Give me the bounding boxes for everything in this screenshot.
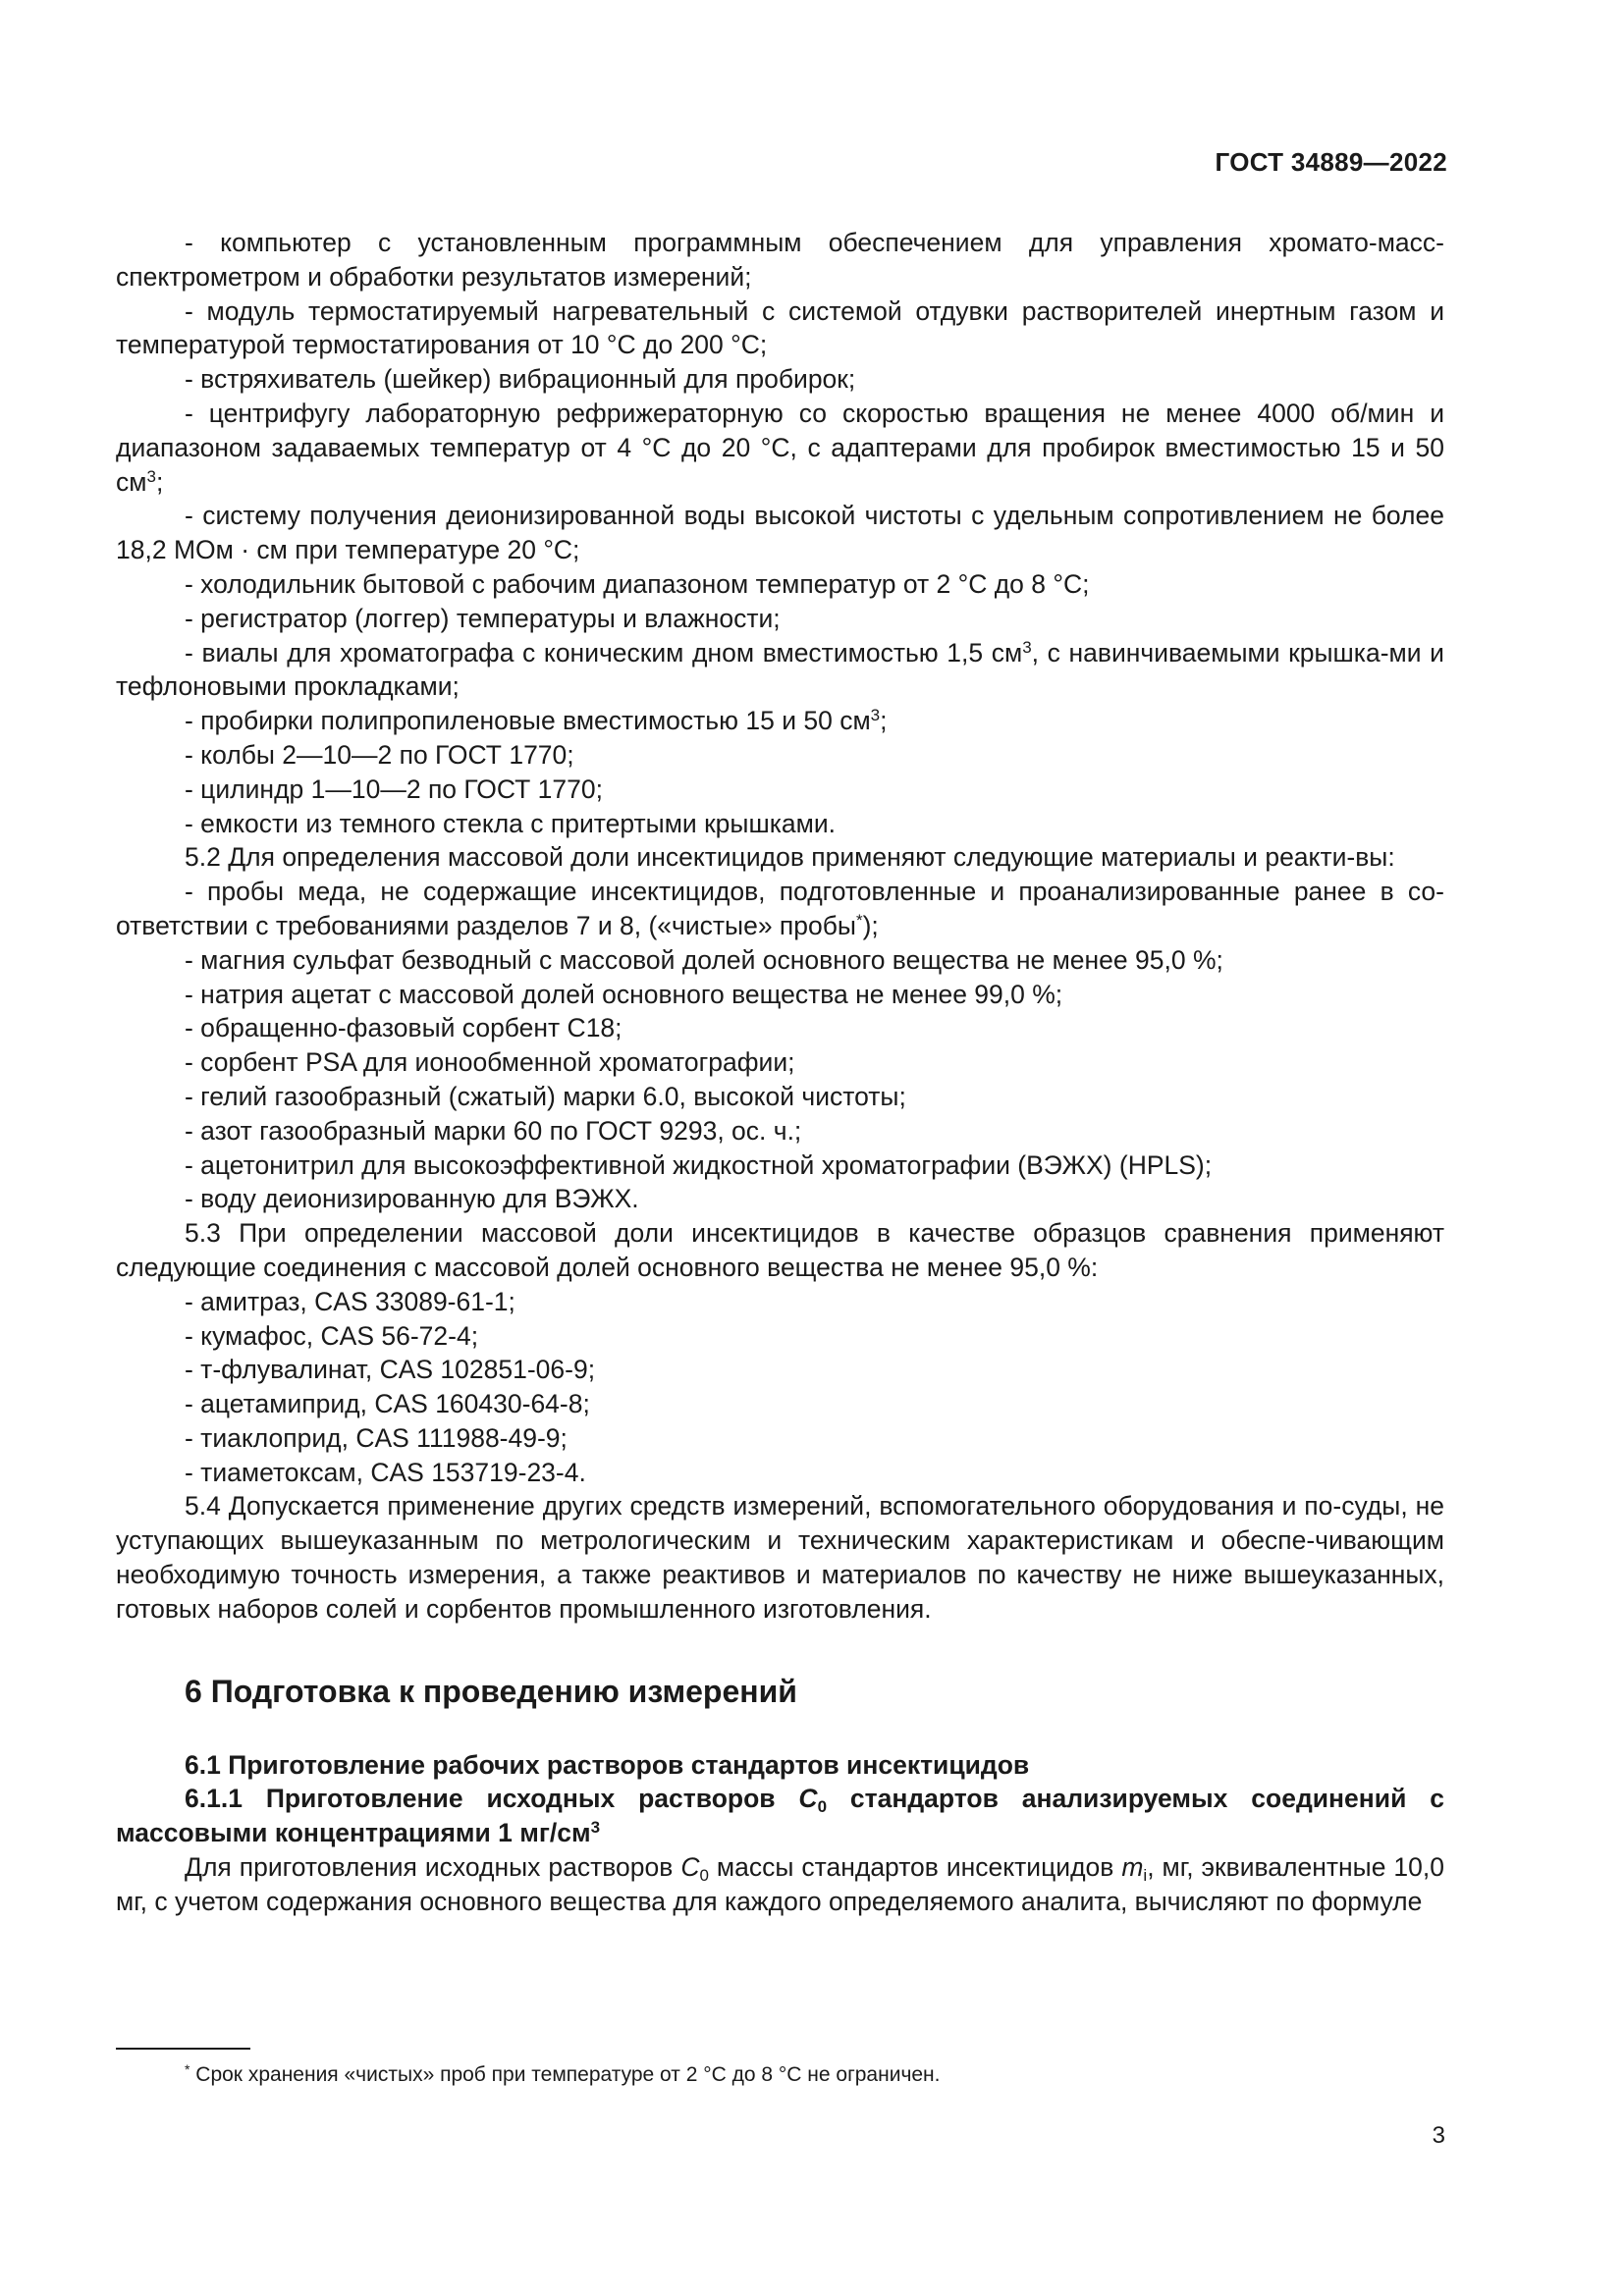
list-item: - обращенно-фазовый сорбент С18;: [185, 1013, 623, 1043]
list-item: - тиаметоксам, CAS 153719-23-4.: [185, 1457, 586, 1487]
list-item: [116, 704, 1444, 738]
list-item: - цилиндр 1—10—2 по ГОСТ 1770;: [185, 774, 603, 804]
symbol-m: m: [1121, 1852, 1144, 1883]
paragraph-5-4: 5.4 Допускается применение других средств измерений, вспомогательного оборудования и по-суды, не уступающих вышеуказанным по метрологическим и техническим характеристикам и обеспе-чивающим необходимую точность измерения, а также реактивов и материалов по качеству не ниже вышеуказанных, готовых наборов солей и сорбентов промышленного изготовления.: [116, 1491, 1444, 1624]
list-item: - воду деионизированную для ВЭЖХ.: [185, 1184, 639, 1214]
superscript: 3: [146, 466, 156, 486]
paragraph-6-1-1: [116, 1850, 1444, 1919]
list-item: - магния сульфат безводный с массовой долей основного вещества не менее 95,0 %;: [185, 944, 1223, 975]
footnote-divider: [116, 2048, 250, 2050]
subscript: 0: [699, 1866, 709, 1886]
footnote: [185, 2061, 941, 2089]
list-item: [116, 636, 1444, 705]
paragraph-text: Для приготовления исходных растворов: [185, 1852, 681, 1883]
list-item-end: , с навинчиваемыми крышка-ми и тефлоновыми прокладками;: [116, 637, 1444, 702]
list-item-end: ;: [155, 466, 164, 497]
paragraph-5-2: 5.2 Для определения массовой доли инсектицидов применяют следующие материалы и реакти-вы:: [185, 842, 1395, 873]
heading-text: стандартов анализируемых соединений с массовыми концентрациями 1 мг/см: [116, 1784, 1444, 1848]
list-item: - гелий газообразный (сжатый) марки 6.0, высокой чистоты;: [185, 1081, 906, 1111]
list-item: - емкости из темного стекла с притертыми крышками.: [185, 808, 837, 838]
footnote-mark: *: [855, 910, 863, 930]
list-item: - регистратор (логгер) температуры и влажности;: [185, 603, 781, 633]
list-item-end: );: [862, 910, 879, 940]
superscript: 3: [590, 1818, 601, 1838]
list-item: - азот газообразный марки 60 по ГОСТ 9293, ос. ч.;: [185, 1115, 802, 1146]
list-item: - кумафос, CAS 56-72-4;: [185, 1320, 479, 1351]
document-number-header: ГОСТ 34889—2022: [1215, 147, 1447, 177]
superscript: 3: [870, 706, 881, 725]
subsection-title: 6.1 Приготовление рабочих растворов стандартов инсектицидов: [185, 1749, 1030, 1780]
list-item-text: - виалы для хроматографа с коническим дном вместимостью 1,5 см: [185, 637, 1023, 667]
list-item: - систему получения деионизированной воды высокой чистоты с удельным сопротивлением не более 18,2 МОм · см при температуре 20 °С;: [116, 501, 1444, 565]
list-item: - ацетамиприд, CAS 160430-64-8;: [185, 1389, 590, 1419]
list-item: - сорбент PSA для ионообменной хроматографии;: [185, 1047, 795, 1078]
subsubsection-title: [116, 1782, 1444, 1850]
superscript: 3: [1022, 637, 1032, 657]
section-title: 6 Подготовка к проведению измерений: [185, 1673, 797, 1709]
page-number: 3: [1432, 2122, 1445, 2149]
list-item-text: - центрифугу лабораторную рефрижераторную со скоростью вращения не менее 4000 об/мин и диапазоном задаваемых температур от 4 °С до 20 °С, с адаптерами для пробирок вместимостью 15 и 50 см: [116, 398, 1444, 497]
list-item: - натрия ацетат с массовой долей основного вещества не менее 99,0 %;: [185, 979, 1063, 1009]
paragraph-text: массы стандартов инсектицидов: [708, 1852, 1122, 1883]
symbol-c: C: [798, 1784, 818, 1814]
list-item-text: - пробы меда, не содержащие инсектицидов, подготовленные и проанализированные ранее в со-ответствии с требованиями разделов 7 и 8, («чистые» пробы: [116, 877, 1444, 940]
subscript: i: [1143, 1866, 1148, 1886]
list-item: [116, 875, 1444, 943]
list-item: - холодильник бытовой с рабочим диапазоном температур от 2 °С до 8 °С;: [185, 568, 1090, 599]
list-item: - тиаклоприд, CAS 111988-49-9;: [185, 1422, 568, 1453]
list-item-text: - пробирки полипропиленовые вместимостью 15 и 50 см: [185, 706, 871, 736]
symbol-c: C: [680, 1852, 700, 1883]
list-item: - колбы 2—10—2 по ГОСТ 1770;: [185, 739, 574, 770]
list-item: - модуль термостатируемый нагревательный с системой отдувки растворителей инертным газом и температурой термостатирования от 10 °С до 200 °С;: [116, 295, 1444, 360]
footnote-text: Срок хранения «чистых» проб при температуре от 2 °С до 8 °С не ограничен.: [189, 2063, 941, 2086]
subscript: 0: [817, 1797, 828, 1817]
list-item: - встряхиватель (шейкер) вибрационный для пробирок;: [185, 364, 856, 395]
paragraph-5-3: 5.3 При определении массовой доли инсектицидов в качестве образцов сравнения применяют следующие соединения с массовой долей основного вещества не менее 95,0 %:: [116, 1218, 1444, 1282]
document-body: [116, 226, 1444, 1919]
list-item: - ацетонитрил для высокоэффективной жидкостной хроматографии (ВЭЖХ) (HPLS);: [185, 1149, 1213, 1180]
list-item: - т-флувалинат, CAS 102851-06-9;: [185, 1355, 596, 1385]
paragraph-text: , мг, эквивалентные 10,0 мг, с учетом содержания основного вещества для каждого определяемого аналита, вычисляют по формуле: [116, 1852, 1444, 1916]
list-item: - амитраз, CAS 33089-61-1;: [185, 1286, 515, 1316]
footnote-mark: *: [185, 2061, 190, 2077]
heading-text: 6.1.1 Приготовление исходных растворов: [185, 1784, 799, 1814]
list-item: - компьютер с установленным программным обеспечением для управления хромато-масс-спектрометром и обработки результатов измерений;: [116, 228, 1444, 292]
list-item-end: ;: [880, 706, 888, 736]
list-item: [116, 397, 1444, 499]
